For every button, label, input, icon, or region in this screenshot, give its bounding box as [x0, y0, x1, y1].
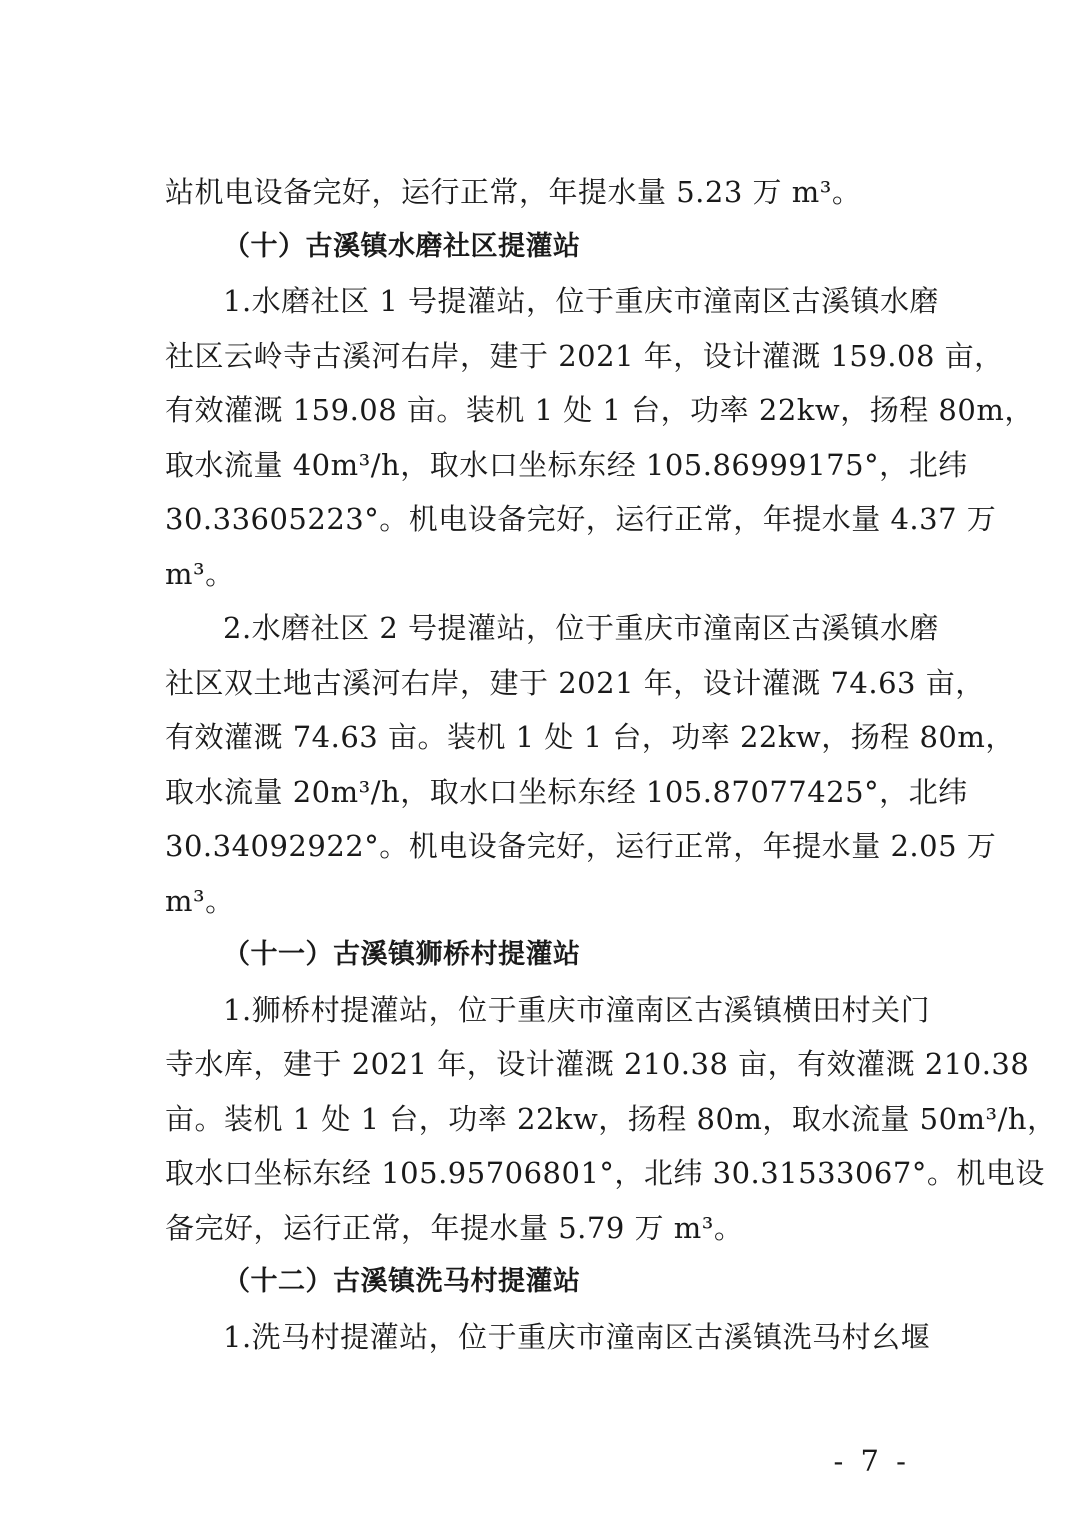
paragraph-line: 30.33605223°。机电设备完好，运行正常，年提水量 4.37 万 — [165, 502, 997, 536]
paragraph-line: 2.水磨社区 2 号提灌站，位于重庆市潼南区古溪镇水磨 — [223, 611, 940, 645]
document-body — [165, 165, 1057, 1364]
paragraph-line: 取水流量 40m³/h，取水口坐标东经 105.86999175°，北纬 — [165, 447, 968, 482]
section-heading: （十二）古溪镇洗马村提灌站 — [223, 1266, 581, 1297]
paragraph-line: m³。 — [165, 883, 235, 918]
paragraph-line: 30.34092922°。机电设备完好，运行正常，年提水量 2.05 万 — [165, 829, 997, 863]
paragraph-line: 1.狮桥村提灌站，位于重庆市潼南区古溪镇横田村关门 — [223, 992, 931, 1027]
paragraph-line: 1.水磨社区 1 号提灌站，位于重庆市潼南区古溪镇水磨 — [223, 284, 940, 318]
paragraph-line: m³。 — [165, 556, 235, 591]
paragraph-line: 站机电设备完好，运行正常，年提水量 5.23 万 m³。 — [165, 175, 862, 209]
paragraph-line: 1.洗马村提灌站，位于重庆市潼南区古溪镇洗马村幺堰 — [223, 1319, 931, 1354]
section-heading: （十一）古溪镇狮桥村提灌站 — [223, 939, 581, 970]
paragraph-line: 亩。装机 1 处 1 台，功率 22kw，扬程 80m，取水流量 50m³/h， — [165, 1101, 1057, 1136]
page-number: - 7 - — [833, 1444, 910, 1478]
paragraph-line: 寺水库，建于 2021 年，设计灌溉 210.38 亩，有效灌溉 210.38 — [165, 1047, 1030, 1081]
paragraph-line: 有效灌溉 74.63 亩。装机 1 处 1 台，功率 22kw，扬程 80m， — [165, 720, 1015, 754]
paragraph-line: 取水口坐标东经 105.95706801°，北纬 30.31533067°。机电设 — [165, 1156, 1045, 1190]
paragraph-line: 社区云岭寺古溪河右岸，建于 2021 年，设计灌溉 159.08 亩， — [165, 338, 1004, 373]
paragraph-line: 有效灌溉 159.08 亩。装机 1 处 1 台，功率 22kw，扬程 80m， — [165, 393, 1034, 427]
paragraph-line: 社区双土地古溪河右岸，建于 2021 年，设计灌溉 74.63 亩， — [165, 665, 985, 700]
section-heading: （十）古溪镇水磨社区提灌站 — [223, 230, 581, 262]
paragraph-line: 备完好，运行正常，年提水量 5.79 万 m³。 — [165, 1210, 744, 1245]
paragraph-line: 取水流量 20m³/h，取水口坐标东经 105.87077425°，北纬 — [165, 774, 968, 809]
